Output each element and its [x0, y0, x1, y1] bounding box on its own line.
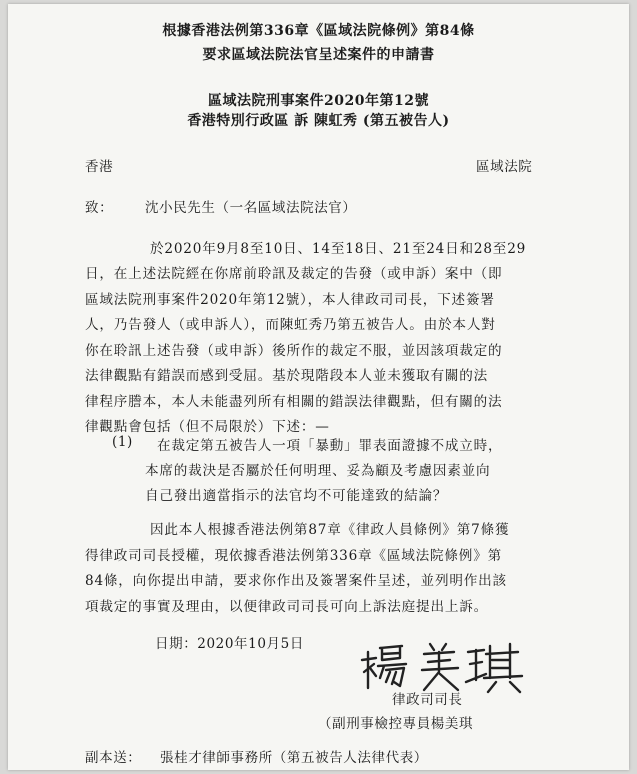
cc-label: 副本送： [85, 750, 142, 766]
item-line: 自己發出適當指示的法官均不可能達致的結論？ [145, 488, 448, 504]
paragraph-line: 律程序謄本，本人未能盡列所有相關的錯誤法律觀點，但有關的法 [85, 394, 503, 410]
item-number: (1) [112, 434, 133, 450]
case-parties: 香港特別行政區 訴 陳虹秀 (第五被告人) [187, 113, 450, 129]
signatory-title: 律政司司長 [392, 692, 463, 708]
paragraph-line: 得律政司司長授權，現依據香港法例第336章《區域法院條例》第 [85, 548, 502, 564]
to-name: 沈小民先生（一名區域法院法官） [145, 200, 357, 216]
paragraph-line: 人，乃告發人（或申訴人），而陳虹秀乃第五被告人。由於本人對 [85, 317, 496, 333]
paragraph-line: 法律觀點有錯誤而感到受屈。基於現階段本人並未獲取有關的法 [85, 368, 489, 384]
to-label: 致： [85, 200, 114, 216]
cc-value: 張桂才律師事務所（第五被告人法律代表） [160, 750, 428, 766]
header-title-line1: 根據香港法例第336章《區域法院條例》第84條 [162, 23, 475, 39]
header-title-line2: 要求區域法院法官呈述案件的申請書 [202, 47, 435, 63]
signatory-by: （副刑事檢控專員楊美琪 [318, 716, 474, 732]
paragraph-line: 因此本人根據香港法例第87章《律政人員條例》第7條獲 [150, 522, 510, 538]
case-number: 區域法院刑事案件2020年第12號 [208, 93, 429, 109]
paragraph-line: 區域法院刑事案件2020年第12號），本人律政司司長，下述簽署 [85, 292, 495, 308]
paragraph-line: 項裁定的事實及理由，以便律政司司長可向上訴法庭提出上訴。 [85, 599, 489, 615]
item-line: 本席的裁決是否屬於任何明理、妥為顧及考慮因素並向 [145, 463, 491, 479]
item-line: 在裁定第五被告人一項「暴動」罪表面證據不成立時， [157, 438, 503, 454]
paragraph-line: 於2020年9月8至10日、14至18日、21至24日和28至29 [150, 241, 527, 257]
paragraph-line: 你在聆訊上述告發（或申訴）後所作的裁定不服，並因該項裁定的 [85, 343, 503, 359]
place-right: 區域法院 [476, 159, 533, 175]
paragraph-line: 律觀點會包括（但不局限於）下述：— [85, 419, 330, 435]
date-line: 日期：2020年10月5日 [155, 636, 304, 652]
place-left: 香港 [85, 159, 114, 175]
paragraph-line: 84條，向你提出申請，要求你作出及簽署案件呈述，並列明作出該 [85, 573, 507, 589]
paragraph-line: 日，在上述法院經在你席前聆訊及裁定的告發（或申訴）案中（即 [85, 266, 503, 282]
